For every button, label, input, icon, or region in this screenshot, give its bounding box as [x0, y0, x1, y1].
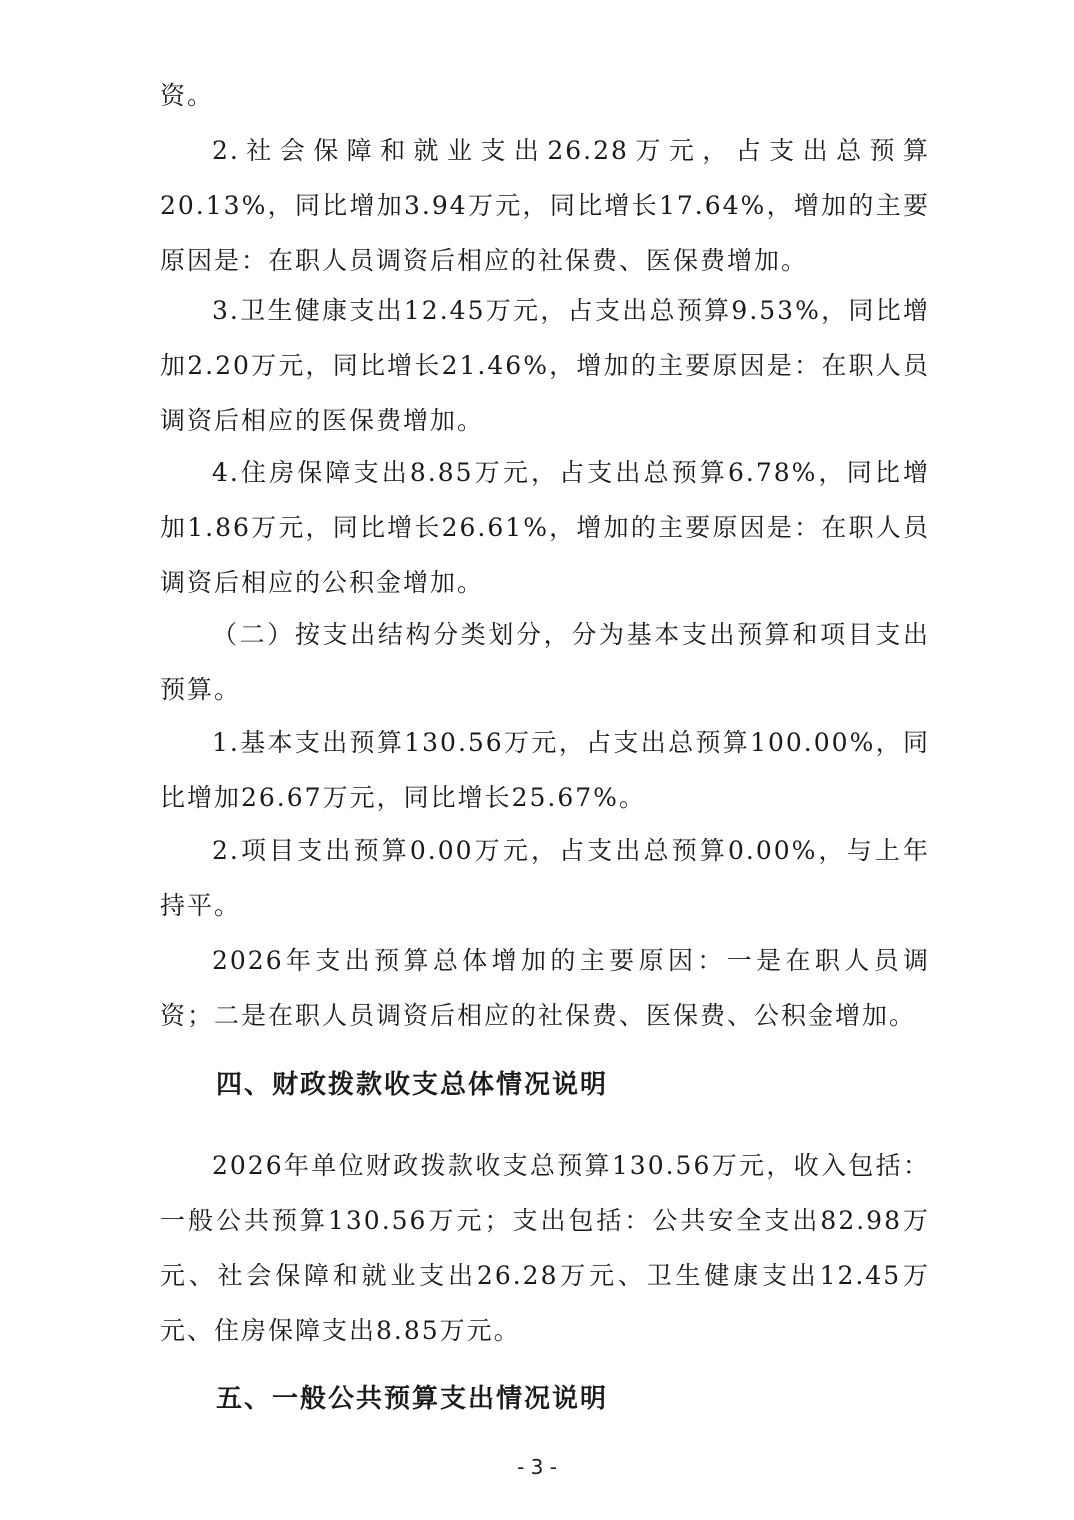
- paragraph-increase-reason: 2026年支出预算总体增加的主要原因：一是在职人员调资；二是在职人员调资后相应的社保费、医保费、公积金增加。: [160, 946, 930, 1030]
- paragraph-social-security: 2.社会保障和就业支出26.28万元，占支出总预算20.13%，同比增加3.94万元，同比增长17.64%，增加的主要原因是：在职人员调资后相应的社保费、医保费增加。: [160, 136, 930, 275]
- paragraph-project-expenditure: 2.项目支出预算0.00万元，占支出总预算0.00%，与上年持平。: [160, 836, 930, 920]
- paragraph-continuation: 资。: [160, 81, 215, 110]
- page-number: - 3 -: [517, 1455, 557, 1479]
- section-heading-4: 四、财政拨款收支总体情况说明: [216, 1070, 609, 1100]
- section-heading-5: 五、一般公共预算支出情况说明: [216, 1384, 609, 1414]
- paragraph-housing: 4.住房保障支出8.85万元，占支出总预算6.78%，同比增加1.86万元，同比增长26.61%，增加的主要原因是：在职人员调资后相应的公积金增加。: [160, 458, 930, 597]
- paragraph-basic-expenditure: 1.基本支出预算130.56万元，占支出总预算100.00%，同比增加26.67万元，同比增长25.67%。: [160, 728, 930, 812]
- paragraph-fiscal-budget: 2026年单位财政拨款收支总预算130.56万元，收入包括：一般公共预算130.56万元；支出包括：公共安全支出82.98万元、社会保障和就业支出26.28万元、卫生健康支出12.45万元、住房保障支出8.85万元。: [160, 1151, 930, 1345]
- paragraph-health: 3.卫生健康支出12.45万元，占支出总预算9.53%，同比增加2.20万元，同比增长21.46%，增加的主要原因是：在职人员调资后相应的医保费增加。: [160, 296, 930, 435]
- paragraph-structure-classification: （二）按支出结构分类划分，分为基本支出预算和项目支出预算。: [160, 620, 930, 704]
